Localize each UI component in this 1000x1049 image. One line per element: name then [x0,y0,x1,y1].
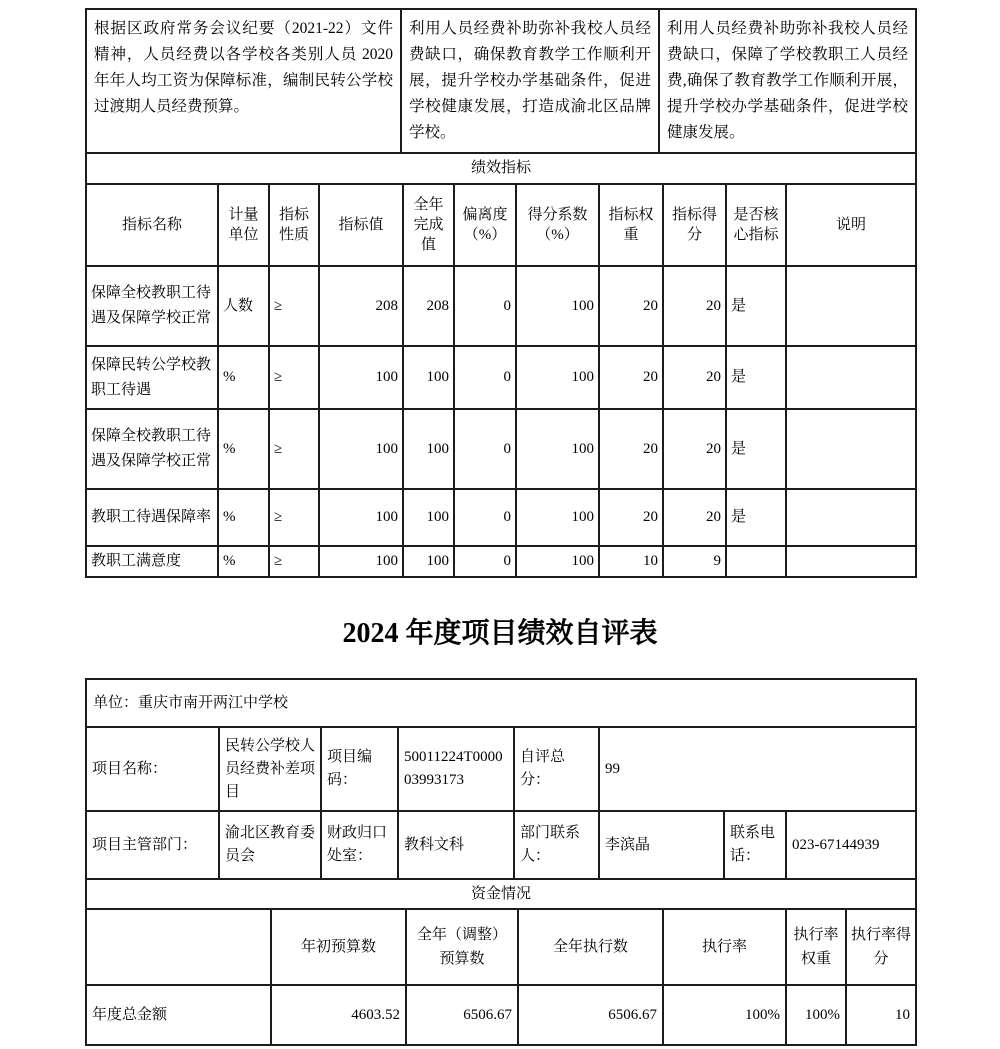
col-header-score: 指标得分 [663,184,726,266]
phone-value: 023-67144939 [786,811,916,879]
col-header-initial-budget: 年初预算数 [271,909,406,985]
indicator-name: 教职工满意度 [86,546,218,577]
indicator-deviation: 0 [454,266,516,346]
contact-value: 李滨晶 [599,811,724,879]
col-header-execution-rate: 执行率 [663,909,786,985]
indicator-weight: 20 [599,266,663,346]
indicator-core: 是 [726,409,786,489]
indicator-score: 20 [663,409,726,489]
indicator-value: 100 [319,489,403,546]
indicator-name: 保障全校教职工待遇及保障学校正常 [86,409,218,489]
indicator-coefficient: 100 [516,546,599,577]
executed-value: 6506.67 [518,985,663,1045]
perf-row [86,546,916,577]
initial-budget-value: 4603.52 [271,985,406,1045]
project-code-label: 项目编码： [321,727,398,811]
fund-section-band [86,879,916,909]
indicator-nature: ≥ [269,489,319,546]
document-page [85,0,915,1046]
col-header-score-coefficient: 得分系数（%） [516,184,599,266]
note-cell-project-result: 利用人员经费补助弥补我校人员经费缺口，保障了学校教职工人员经费,确保了教育教学工作顺利开展，提升学校办学基础条件，促进学校健康发展。 [659,9,916,153]
indicator-deviation: 0 [454,546,516,577]
fund-row-label: 年度总金额 [86,985,271,1045]
unit-name: 单位：重庆市南开两江中学校 [86,679,916,727]
contact-label: 部门联系人： [514,811,599,879]
self-score-value: 99 [599,727,916,811]
finance-office-value: 教科文科 [398,811,514,879]
indicator-unit: % [218,346,269,409]
info-table [85,678,917,728]
indicator-score: 20 [663,266,726,346]
col-header-blank [86,909,271,985]
execution-rate-value: 100% [663,985,786,1045]
perf-row [86,346,916,409]
indicator-completed: 100 [403,346,454,409]
indicator-coefficient: 100 [516,489,599,546]
indicator-unit: % [218,489,269,546]
indicator-completed: 100 [403,409,454,489]
project-code-value: 50011224T000003993173 [398,727,514,811]
indicator-coefficient: 100 [516,409,599,489]
indicator-note [786,489,916,546]
col-header-note: 说明 [786,184,916,266]
project-name-value: 民转公学校人员经费补差项目 [219,727,321,811]
indicator-name: 教职工待遇保障率 [86,489,218,546]
indicator-completed: 208 [403,266,454,346]
perf-row [86,409,916,489]
indicator-weight: 20 [599,489,663,546]
perf-section-band [86,153,916,184]
perf-section-title: 绩效指标 [86,153,916,184]
page-title: 2024 年度项目绩效自评表 [342,618,658,649]
rate-weight-value: 100% [786,985,846,1045]
indicator-deviation: 0 [454,346,516,409]
department-row [86,811,916,879]
dept-label: 项目主管部门： [86,811,219,879]
indicator-name: 保障全校教职工待遇及保障学校正常 [86,266,218,346]
indicator-nature: ≥ [269,266,319,346]
indicator-deviation: 0 [454,489,516,546]
indicator-score: 9 [663,546,726,577]
dept-value: 渝北区教育委员会 [219,811,321,879]
col-header-indicator-name: 指标名称 [86,184,218,266]
indicator-value: 100 [319,546,403,577]
indicator-note [786,409,916,489]
top-notes-table [85,8,917,154]
indicator-score: 20 [663,489,726,546]
finance-office-label: 财政归口处室： [321,811,398,879]
col-header-rate-weight: 执行率权重 [786,909,846,985]
indicator-name: 保障民转公学校教职工待遇 [86,346,218,409]
note-cell-project-goal: 利用人员经费补助弥补我校人员经费缺口，确保教育教学工作顺利开展，提升学校办学基础条件，促进学校健康发展，打造成渝北区品牌学校。 [401,9,659,153]
indicator-nature: ≥ [269,546,319,577]
department-row-table [85,810,917,880]
indicator-value: 100 [319,409,403,489]
indicator-completed: 100 [403,546,454,577]
indicator-coefficient: 100 [516,266,599,346]
perf-row [86,489,916,546]
indicator-unit: % [218,409,269,489]
indicator-weight: 10 [599,546,663,577]
fund-table [85,878,917,1046]
unit-row [86,679,916,727]
project-row [86,727,916,811]
indicator-core: 是 [726,489,786,546]
indicator-unit: % [218,546,269,577]
indicator-note [786,346,916,409]
fund-data-row [86,985,916,1045]
project-row-table [85,726,917,812]
col-header-deviation: 偏离度（%） [454,184,516,266]
project-name-label: 项目名称： [86,727,219,811]
col-header-core-indicator: 是否核心指标 [726,184,786,266]
indicator-weight: 20 [599,346,663,409]
note-cell-budget-basis: 根据区政府常务会议纪要（2021-22）文件精神，人员经费以各学校各类别人员 2020 年年人均工资为保障标准，编制民转公学校过渡期人员经费预算。 [86,9,401,153]
indicator-core: 是 [726,266,786,346]
col-header-adjusted-budget: 全年（调整）预算数 [406,909,518,985]
col-header-executed: 全年执行数 [518,909,663,985]
col-header-unit: 计量单位 [218,184,269,266]
indicator-completed: 100 [403,489,454,546]
phone-label: 联系电话： [724,811,786,879]
rate-score-value: 10 [846,985,916,1045]
indicator-deviation: 0 [454,409,516,489]
indicator-nature: ≥ [269,346,319,409]
indicator-coefficient: 100 [516,346,599,409]
indicator-weight: 20 [599,409,663,489]
top-notes-row [86,9,916,153]
col-header-completed-value: 全年完成值 [403,184,454,266]
perf-header-row [86,184,916,266]
self-score-label: 自评总分： [514,727,599,811]
fund-header-row [86,909,916,985]
indicator-core: 是 [726,346,786,409]
adjusted-budget-value: 6506.67 [406,985,518,1045]
indicator-score: 20 [663,346,726,409]
indicator-nature: ≥ [269,409,319,489]
fund-section-title: 资金情况 [86,879,916,909]
col-header-nature: 指标性质 [269,184,319,266]
indicator-note [786,546,916,577]
col-header-target-value: 指标值 [319,184,403,266]
indicator-core [726,546,786,577]
indicator-value: 100 [319,346,403,409]
perf-row [86,266,916,346]
performance-table [85,152,917,578]
col-header-rate-score: 执行率得分 [846,909,916,985]
indicator-note [786,266,916,346]
indicator-unit: 人数 [218,266,269,346]
col-header-weight: 指标权重 [599,184,663,266]
indicator-value: 208 [319,266,403,346]
